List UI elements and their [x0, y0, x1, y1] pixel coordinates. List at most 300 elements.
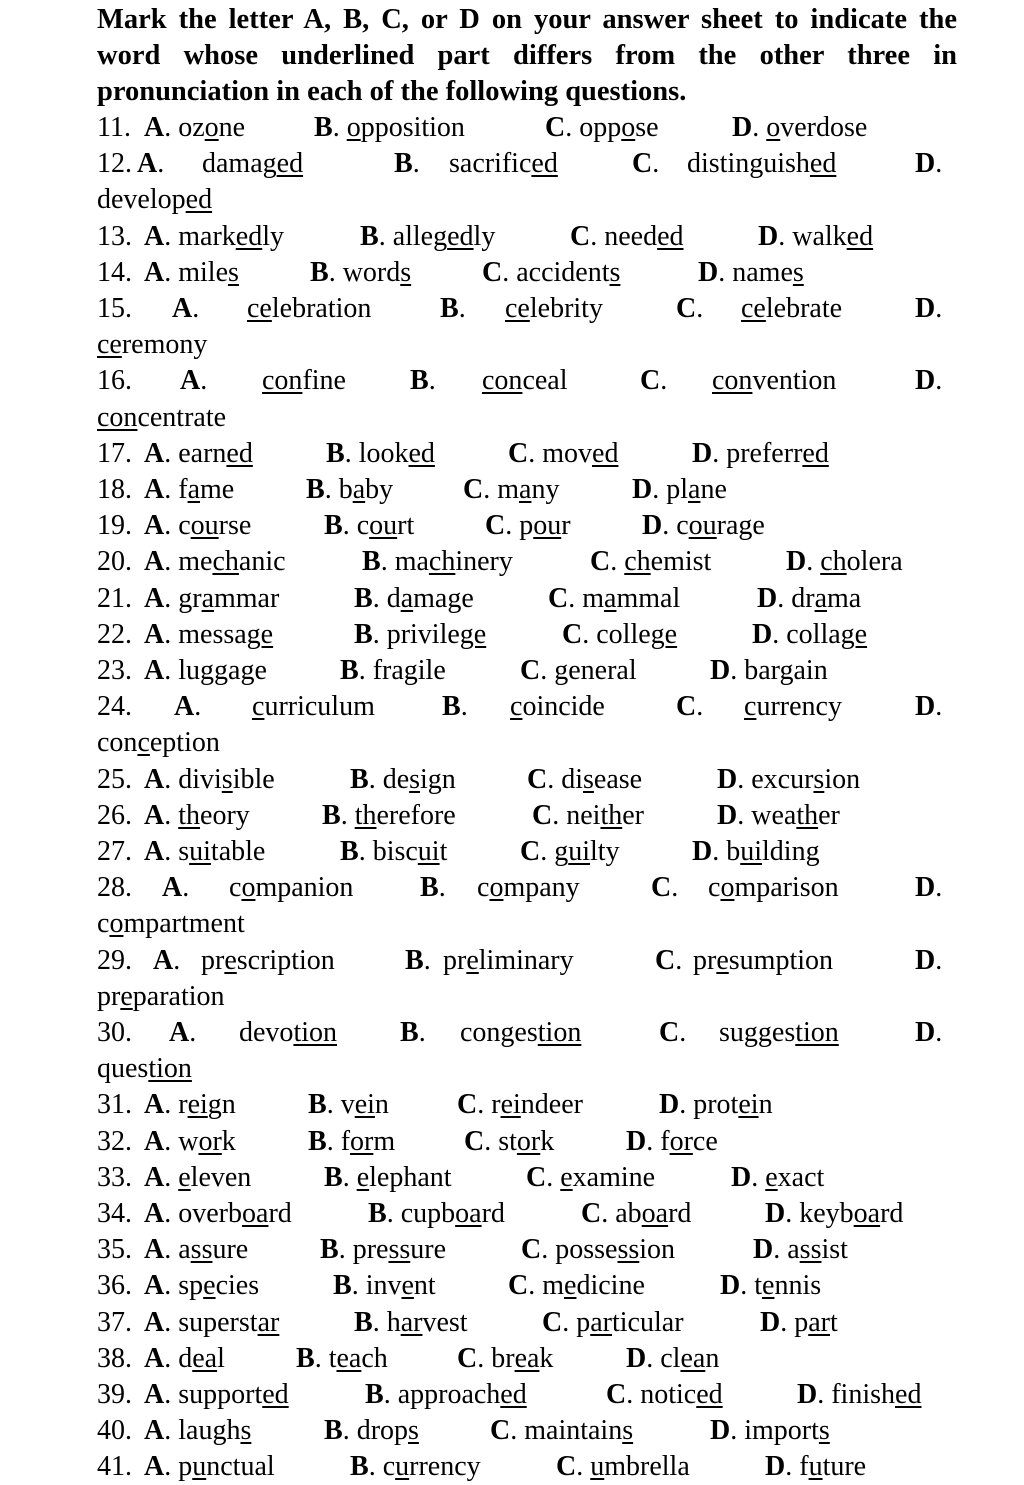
option-word: [477, 872, 580, 903]
underlined-part: e: [564, 1270, 577, 1302]
option-letter: A: [144, 1089, 165, 1121]
underlined-part: e: [356, 1161, 370, 1193]
underlined-part: e: [224, 944, 237, 976]
answer-option[interactable]: B. looked: [326, 437, 435, 469]
answer-option[interactable]: A. suitable: [144, 836, 266, 867]
answer-option[interactable]: C. college: [562, 618, 678, 650]
word-part: ceal: [522, 365, 568, 397]
underlined-part: oa: [641, 1198, 669, 1229]
option-word: [676, 510, 765, 541]
answer-option[interactable]: B. biscuit: [340, 836, 448, 867]
answer-option[interactable]: B.: [420, 872, 446, 904]
word-part: damag: [202, 148, 277, 180]
question-line: [97, 906, 947, 942]
answer-option[interactable]: D. exact: [731, 1161, 825, 1193]
option-letter: C: [548, 582, 569, 614]
underlined-part: ed: [408, 437, 435, 469]
answer-option[interactable]: C. medicine: [508, 1270, 645, 1302]
question-number: 34.: [97, 1198, 132, 1229]
answer-option[interactable]: B. vein: [308, 1089, 389, 1121]
word-part: m: [373, 1125, 396, 1157]
question-line: [97, 400, 947, 436]
answer-option[interactable]: [97, 725, 220, 761]
word-part: walk: [792, 220, 847, 252]
answer-option[interactable]: [239, 1015, 337, 1051]
answer-option[interactable]: [262, 363, 346, 399]
answer-option[interactable]: D. bargain: [710, 655, 828, 686]
answer-option[interactable]: D. plane: [632, 474, 727, 505]
answer-option[interactable]: D.: [915, 148, 943, 180]
option-letter: D: [692, 836, 713, 867]
word-part: rd: [481, 1198, 505, 1229]
word-part: name: [732, 256, 793, 288]
option-letter: B: [322, 799, 341, 831]
word-part: ce: [692, 1125, 718, 1157]
answer-option[interactable]: B. form: [308, 1125, 396, 1157]
word-part: dr: [791, 582, 815, 614]
answer-option[interactable]: C. oppose: [545, 112, 659, 143]
answer-option[interactable]: C. many: [463, 474, 560, 505]
underlined-part: u: [192, 1451, 207, 1483]
answer-option[interactable]: [693, 943, 833, 979]
question-line: [97, 472, 947, 508]
answer-option[interactable]: C. pour: [485, 510, 571, 542]
answer-option[interactable]: B.: [394, 148, 420, 180]
answer-option[interactable]: B. invent: [333, 1270, 436, 1302]
answer-option[interactable]: A. supported: [144, 1379, 289, 1410]
underlined-part: ch: [428, 546, 456, 578]
answer-option[interactable]: B. drops: [324, 1415, 419, 1447]
question-number: 35.: [97, 1234, 132, 1266]
answer-option[interactable]: A. divisible: [144, 763, 275, 795]
answer-option[interactable]: B. words: [310, 256, 412, 288]
word-part: b: [338, 474, 353, 505]
answer-option[interactable]: [449, 146, 558, 182]
answer-option[interactable]: A. course: [144, 510, 252, 542]
underlined-part: con: [262, 365, 303, 397]
answer-option[interactable]: A. ozone: [144, 112, 246, 143]
answer-option[interactable]: [97, 400, 226, 436]
answer-option[interactable]: A. theory: [144, 799, 250, 831]
underlined-part: th: [354, 799, 377, 831]
answer-option[interactable]: A. punctual: [144, 1451, 275, 1483]
option-letter: B: [354, 618, 373, 650]
option-letter: B: [310, 256, 329, 288]
word-part: sumption: [728, 944, 833, 976]
option-letter: D: [753, 1234, 774, 1266]
answer-option[interactable]: A. deal: [144, 1342, 225, 1374]
word-part: n: [374, 1089, 389, 1121]
question-number: 28.: [97, 872, 132, 904]
answer-option[interactable]: B.: [440, 293, 466, 324]
answer-option[interactable]: C. umbrella: [556, 1451, 690, 1483]
answer-option[interactable]: [712, 363, 836, 399]
answer-option[interactable]: [201, 943, 335, 979]
answer-option[interactable]: [719, 1015, 839, 1051]
word-part: me: [200, 474, 235, 505]
answer-option[interactable]: D. future: [765, 1451, 867, 1483]
answer-option[interactable]: A.: [153, 944, 181, 976]
answer-option[interactable]: B. pressure: [320, 1234, 447, 1266]
answer-option[interactable]: C. mammal: [548, 582, 681, 614]
answer-option[interactable]: D. collage: [752, 618, 868, 650]
option-letter: C: [508, 437, 529, 469]
answer-option[interactable]: B. allegedly: [360, 220, 496, 252]
word-part: messa: [178, 618, 247, 650]
answer-option[interactable]: B. privilege: [354, 618, 487, 650]
word-part: gn: [207, 1089, 236, 1121]
answer-option[interactable]: D. clean: [626, 1342, 720, 1374]
answer-option[interactable]: A. reign: [144, 1089, 236, 1121]
underlined-part: o: [766, 112, 781, 143]
answer-option[interactable]: D. finished: [797, 1379, 922, 1410]
answer-option[interactable]: C. noticed: [606, 1379, 723, 1410]
answer-option[interactable]: [97, 1051, 192, 1087]
option-word: [178, 438, 253, 469]
word-part: support: [178, 1379, 263, 1410]
answer-option[interactable]: D.: [915, 1017, 943, 1048]
answer-option[interactable]: C.: [651, 872, 679, 904]
answer-option[interactable]: [741, 291, 842, 327]
answer-option[interactable]: [247, 291, 371, 327]
answer-option[interactable]: [252, 689, 375, 725]
answer-option[interactable]: [482, 363, 568, 399]
word-part: n: [705, 1342, 720, 1374]
answer-option[interactable]: A. work: [144, 1125, 236, 1157]
underlined-part: ei: [738, 1089, 759, 1121]
answer-option[interactable]: D. part: [760, 1306, 838, 1338]
answer-option[interactable]: D. tennis: [720, 1270, 822, 1302]
option-word: [560, 1162, 655, 1193]
word-part: colle: [596, 618, 651, 650]
word-part: by: [365, 474, 394, 505]
word-part: urrency: [756, 691, 842, 723]
word-part: r: [491, 1089, 501, 1121]
word-part: lebration: [271, 293, 372, 324]
answer-option[interactable]: C. accidents: [482, 256, 621, 288]
answer-option[interactable]: D. names: [698, 256, 804, 288]
answer-option[interactable]: A. laughs: [144, 1415, 252, 1447]
option-letter: A: [144, 510, 165, 542]
question-number: 29.: [97, 944, 132, 976]
answer-option[interactable]: B. harvest: [354, 1306, 468, 1338]
answer-option[interactable]: C. guilty: [520, 836, 620, 867]
answer-option[interactable]: A. miles: [144, 256, 239, 288]
answer-option[interactable]: C.: [659, 1017, 687, 1048]
answer-option[interactable]: B. elephant: [324, 1161, 452, 1193]
word-part: oincide: [522, 691, 605, 723]
answer-option[interactable]: A. fame: [144, 474, 235, 505]
question-line: [97, 1196, 947, 1232]
word-part: f: [178, 474, 188, 505]
word-part: olera: [846, 546, 903, 578]
answer-option[interactable]: A. markedly: [144, 220, 284, 252]
answer-option[interactable]: A. earned: [144, 437, 253, 469]
option-letter: A: [144, 1379, 165, 1410]
word-part: oz: [178, 112, 205, 143]
word-part: p: [794, 1306, 809, 1338]
answer-option[interactable]: [687, 146, 836, 182]
answer-option[interactable]: D. keyboard: [765, 1198, 904, 1229]
answer-option[interactable]: A. overboard: [144, 1198, 292, 1229]
answer-option[interactable]: A. luggage: [144, 655, 267, 686]
answer-option[interactable]: [202, 146, 303, 182]
word-part: ne: [700, 474, 727, 505]
question-number: 37.: [97, 1306, 132, 1338]
word-part: h: [386, 1306, 401, 1338]
underlined-part: s: [228, 256, 239, 288]
underlined-part: s: [240, 1415, 252, 1447]
answer-option[interactable]: [443, 943, 574, 979]
word-part: mpartment: [123, 908, 245, 940]
word-part: ch: [361, 1342, 388, 1374]
option-word: [359, 438, 435, 469]
underlined-part: o: [720, 872, 735, 904]
answer-option[interactable]: D.: [915, 293, 943, 324]
option-word: [726, 438, 829, 469]
word-part: l: [217, 1342, 225, 1374]
answer-option[interactable]: [97, 182, 212, 218]
answer-option[interactable]: B. baby: [306, 474, 394, 505]
underlined-part: th: [600, 799, 623, 831]
answer-option[interactable]: A.: [172, 293, 200, 324]
answer-option[interactable]: C. stork: [464, 1125, 555, 1157]
word-part: f: [340, 1125, 351, 1157]
answer-option[interactable]: [460, 1015, 581, 1051]
answer-option[interactable]: C.: [640, 365, 668, 397]
answer-option[interactable]: A. species: [144, 1270, 260, 1302]
underlined-part: s: [813, 763, 825, 795]
answer-option[interactable]: D.: [915, 872, 943, 904]
option-word: [387, 619, 487, 650]
answer-option[interactable]: D. drama: [757, 582, 862, 614]
answer-option[interactable]: B.: [405, 944, 431, 976]
answer-option[interactable]: [97, 327, 207, 363]
word-part: ndeer: [520, 1089, 583, 1121]
answer-option[interactable]: C. examine: [526, 1161, 656, 1193]
word-part: eory: [200, 799, 250, 831]
option-letter: D: [710, 1415, 731, 1447]
answer-option[interactable]: [510, 689, 605, 725]
answer-option[interactable]: [97, 979, 225, 1015]
answer-option[interactable]: D.: [915, 365, 943, 397]
answer-option[interactable]: C. break: [457, 1342, 554, 1374]
word-part: pr: [201, 944, 225, 976]
option-word: [744, 655, 827, 686]
answer-option[interactable]: A.: [180, 365, 208, 397]
answer-option[interactable]: C.: [676, 691, 704, 723]
answer-option[interactable]: A. mechanic: [144, 546, 286, 578]
answer-option[interactable]: A. grammar: [144, 582, 280, 614]
option-letter: B: [354, 582, 373, 614]
option-letter: A: [144, 1234, 165, 1266]
answer-option[interactable]: D. imports: [710, 1415, 830, 1447]
option-word: [178, 1162, 251, 1193]
word-part: ly: [262, 220, 284, 252]
underlined-part: a: [201, 582, 214, 614]
option-word: [178, 474, 234, 505]
answer-option[interactable]: [505, 291, 603, 327]
option-word: [178, 1198, 292, 1229]
option-letter: D: [786, 546, 807, 578]
answer-option[interactable]: B. cupboard: [368, 1198, 505, 1229]
word-part: leven: [190, 1161, 252, 1193]
word-part: c: [97, 908, 110, 940]
answer-option[interactable]: D. building: [692, 836, 820, 867]
word-part: sugges: [719, 1017, 796, 1048]
word-part: mbrella: [604, 1451, 690, 1483]
option-word: [582, 583, 680, 614]
answer-option[interactable]: C. needed: [570, 220, 684, 252]
answer-option[interactable]: B. approached: [365, 1379, 527, 1410]
word-part: con: [97, 727, 138, 759]
answer-option[interactable]: D.: [915, 944, 943, 976]
answer-option[interactable]: B. therefore: [322, 799, 456, 831]
answer-option[interactable]: C. aboard: [581, 1198, 692, 1229]
option-letter: C: [508, 1270, 529, 1302]
word-part: k: [221, 1125, 236, 1157]
option-word: [398, 1379, 527, 1410]
option-letter: D: [915, 944, 936, 976]
word-part: remony: [121, 329, 208, 361]
option-word: [751, 800, 840, 831]
question-number: 25.: [97, 763, 132, 795]
answer-option[interactable]: D. overdose: [732, 112, 868, 143]
answer-option[interactable]: B. fragile: [340, 655, 446, 686]
option-letter: C: [463, 474, 484, 505]
word-part: emist: [650, 546, 712, 578]
option-letter: C: [570, 220, 591, 252]
option-letter: C: [640, 365, 661, 397]
option-letter: B: [324, 1415, 343, 1447]
answer-option[interactable]: C. general: [520, 655, 637, 686]
question-number: 19.: [97, 510, 132, 542]
answer-option[interactable]: C. neither: [532, 799, 644, 831]
answer-option[interactable]: D. assist: [753, 1234, 848, 1266]
word-part: dicine: [576, 1270, 645, 1302]
option-word: [202, 148, 303, 179]
option-letter: C: [532, 799, 553, 831]
answer-option[interactable]: [708, 870, 839, 906]
option-letter: D: [692, 437, 713, 469]
answer-option[interactable]: D. weather: [717, 799, 840, 831]
answer-option[interactable]: B. currency: [350, 1451, 481, 1483]
answer-option[interactable]: B. opposition: [314, 112, 465, 143]
word-part: vest: [422, 1306, 468, 1338]
option-letter: D: [632, 474, 653, 505]
underlined-part: ed: [226, 437, 253, 469]
option-word: [178, 1126, 236, 1157]
answer-option[interactable]: C. disease: [527, 763, 643, 795]
answer-option[interactable]: C. chemist: [590, 546, 712, 578]
word-part: opp: [579, 112, 622, 143]
question-number: 21.: [97, 582, 132, 614]
answer-option[interactable]: C. possession: [521, 1234, 676, 1266]
option-letter: B: [333, 1270, 352, 1302]
option-letter: B: [340, 655, 359, 686]
underlined-part: o: [109, 908, 124, 940]
word-part: a: [178, 1234, 191, 1266]
answer-option[interactable]: D. walked: [758, 220, 874, 252]
word-part: d: [178, 1342, 193, 1374]
question-line: [97, 979, 947, 1015]
answer-option[interactable]: C. maintains: [490, 1415, 634, 1447]
option-letter: A: [144, 112, 165, 143]
answer-option[interactable]: B. machinery: [362, 546, 513, 578]
answer-option[interactable]: A. superstar: [144, 1306, 280, 1338]
word-part: xamine: [572, 1161, 656, 1193]
question-number: 38.: [97, 1342, 132, 1374]
answer-option[interactable]: A.: [169, 1017, 197, 1048]
underlined-part: o: [621, 112, 636, 143]
underlined-part: ed: [276, 148, 304, 180]
answer-option[interactable]: D. cholera: [786, 546, 903, 578]
option-letter: A: [144, 1451, 165, 1483]
option-word: [97, 329, 207, 360]
word-part: f: [660, 1125, 670, 1157]
answer-option[interactable]: C.: [655, 944, 683, 976]
answer-option[interactable]: A. eleven: [144, 1161, 252, 1193]
word-part: ign: [420, 763, 456, 795]
answer-option[interactable]: D.: [915, 691, 943, 723]
answer-option[interactable]: D. excursion: [717, 763, 861, 795]
answer-option[interactable]: D. protein: [659, 1089, 773, 1121]
word-part: divi: [178, 763, 222, 795]
option-word: [794, 1307, 838, 1338]
word-part: g: [554, 836, 569, 867]
answer-option[interactable]: C.: [632, 148, 660, 180]
option-letter: B: [326, 437, 345, 469]
option-word: [178, 257, 239, 288]
option-letter: B: [360, 220, 379, 252]
answer-option[interactable]: C. reindeer: [457, 1089, 583, 1121]
answer-option[interactable]: A. assure: [144, 1234, 249, 1266]
answer-option[interactable]: B.: [400, 1017, 426, 1048]
answer-option[interactable]: [744, 689, 842, 725]
answer-option[interactable]: B.: [410, 365, 436, 397]
answer-option[interactable]: C.: [676, 293, 704, 324]
option-word: [341, 1126, 395, 1157]
answer-option[interactable]: B. damage: [354, 582, 474, 614]
answer-option[interactable]: B. design: [350, 763, 456, 795]
underlined-part: a: [604, 582, 617, 614]
word-part: ny: [531, 474, 560, 505]
answer-option[interactable]: A. message: [144, 618, 274, 650]
underlined-part: a: [400, 582, 414, 614]
question-number: 12.: [97, 148, 132, 180]
answer-option[interactable]: D. courage: [642, 510, 765, 542]
answer-option[interactable]: B.: [442, 691, 468, 723]
underlined-part: s: [622, 1415, 634, 1447]
answer-option[interactable]: A.: [137, 148, 165, 180]
option-word: [373, 655, 446, 686]
answer-option[interactable]: [97, 906, 245, 942]
answer-option[interactable]: A.: [174, 691, 202, 723]
answer-option[interactable]: B. teach: [296, 1342, 388, 1374]
answer-option[interactable]: [229, 870, 353, 906]
answer-option[interactable]: D. preferred: [692, 437, 829, 469]
answer-option[interactable]: [477, 870, 580, 906]
option-letter: A: [162, 872, 183, 904]
option-word: [765, 1162, 824, 1193]
answer-option[interactable]: D. force: [626, 1125, 718, 1157]
answer-option[interactable]: B. court: [324, 510, 415, 542]
option-word: [383, 764, 456, 795]
answer-option[interactable]: C. particular: [542, 1306, 684, 1338]
answer-option[interactable]: C. moved: [508, 437, 619, 469]
answer-option[interactable]: A.: [162, 872, 190, 904]
underlined-part: s: [583, 763, 594, 795]
